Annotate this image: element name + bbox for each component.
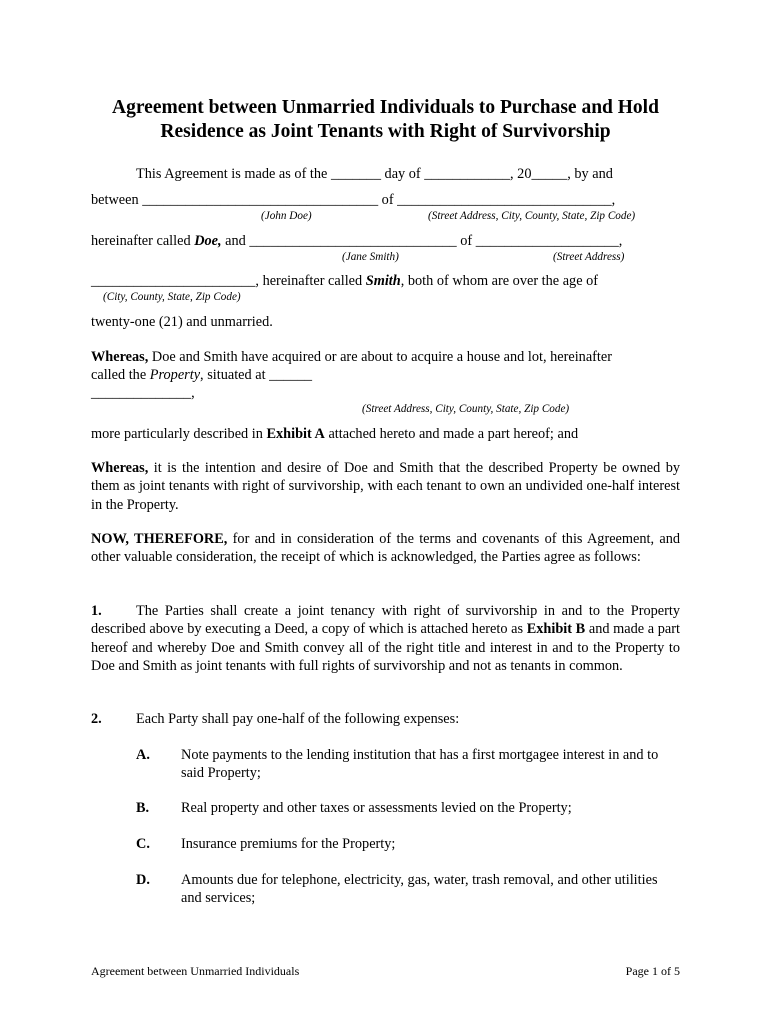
item-d-text: Amounts due for telephone, electricity, gas, water, trash removal, and other utilities and services;: [181, 872, 658, 907]
item-a-text: Note payments to the lending institution that has a first mortgagee interest in and to said Property;: [181, 747, 659, 782]
intro-line-1: This Agreement is made as of the _______ day of ____________, 20_____, by and: [136, 166, 613, 182]
party-doe: Doe,: [194, 233, 222, 249]
intro-line-3-rest: and _____________________________ of ____________________,: [221, 233, 623, 249]
whereas-2-label: Whereas,: [91, 460, 149, 476]
intro-line-4-text: _______________________, hereinafter called: [91, 273, 366, 289]
whereas-1-line-2: [91, 366, 312, 384]
footer-title: Agreement between Unmarried Individuals: [91, 964, 300, 978]
item-a-label: A.: [136, 747, 150, 763]
whereas-1-label: Whereas,: [91, 349, 149, 365]
clause-1-text: The Parties shall create a joint tenancy with right of survivorship in and to the Property described above by executing a Deed, a copy of which is attached hereto as: [91, 603, 680, 638]
intro-line-3-text: hereinafter called: [91, 233, 195, 249]
exhibit-a: Exhibit A: [266, 426, 325, 442]
item-c-text: Insurance premiums for the Property;: [181, 836, 396, 852]
whereas-2-text: it is the intention and desire of Doe and Smith that the described Property be owned by them as joint tenants with right of survivorship, with each tenant to own an undivided one-half interest in the Property.: [91, 460, 680, 513]
title-line-1: Agreement between Unmarried Individuals to Purchase and Hold: [112, 97, 659, 118]
therefore-label: NOW, THEREFORE,: [91, 531, 228, 547]
document-title: [81, 96, 690, 144]
whereas-1-line-4-rest: attached hereto and made a part hereof; and: [324, 426, 579, 442]
whereas-1-line-3: ______________,: [91, 385, 195, 401]
clause-1-paragraph: [91, 602, 680, 676]
intro-line-2: between _________________________________ of ______________________________,: [91, 192, 616, 208]
hint-property-address: (Street Address, City, County, State, Zip Code): [362, 403, 570, 415]
therefore-text: for and in consideration of the terms and covenants of this Agreement, and other valuable consideration, the receipt of which is acknowledged, the Parties agree as follows:: [91, 531, 680, 566]
whereas-1-line-1-text: Doe and Smith have acquired or are about to acquire a house and lot, hereinafter: [148, 349, 612, 365]
property-term: Property: [149, 367, 201, 383]
whereas-1-line-2-rest: , situated at ______: [200, 367, 313, 383]
whereas-1-line-4: [91, 425, 578, 443]
item-d-label: D.: [136, 872, 150, 888]
whereas-1-line-1: [91, 348, 612, 366]
document-page: [91, 0, 680, 1024]
item-b-label: B.: [136, 800, 150, 816]
intro-line-5: twenty-one (21) and unmarried.: [91, 314, 273, 330]
intro-line-4-rest: , both of whom are over the age of: [400, 273, 599, 289]
clause-2-number: 2.: [91, 711, 102, 727]
exhibit-b: Exhibit B: [526, 621, 586, 638]
intro-line-4: [91, 272, 598, 290]
whereas-2-paragraph: [91, 459, 680, 514]
title-line-2: Residence as Joint Tenants with Right of Survivorship: [160, 121, 611, 142]
item-b-text: Real property and other taxes or assessments levied on the Property;: [181, 800, 572, 816]
clause-1-number: 1.: [91, 603, 102, 619]
clause-1-text-rest: and made a part hereof and whereby Doe and Smith convey all of the right title and interest in and to the Property to Doe and Smith as joint tenants with full rights of survivorship and not as tenants in common.: [91, 621, 680, 675]
hint-john-doe: (John Doe): [261, 210, 312, 222]
party-smith: Smith: [365, 273, 401, 289]
hint-street-address: (Street Address): [553, 251, 625, 263]
whereas-1-line-2-text: called the: [91, 367, 150, 383]
intro-line-3: [91, 232, 622, 250]
clause-2-text: Each Party shall pay one-half of the following expenses:: [136, 711, 460, 727]
page-number: Page 1 of 5: [625, 964, 680, 978]
hint-jane-smith: (Jane Smith): [342, 251, 399, 263]
hint-city-county: (City, County, State, Zip Code): [103, 291, 241, 303]
item-c-label: C.: [136, 836, 150, 852]
therefore-paragraph: [91, 530, 680, 567]
whereas-1-line-4-text: more particularly described in: [91, 426, 267, 442]
hint-address-1: (Street Address, City, County, State, Zip Code): [428, 210, 636, 222]
